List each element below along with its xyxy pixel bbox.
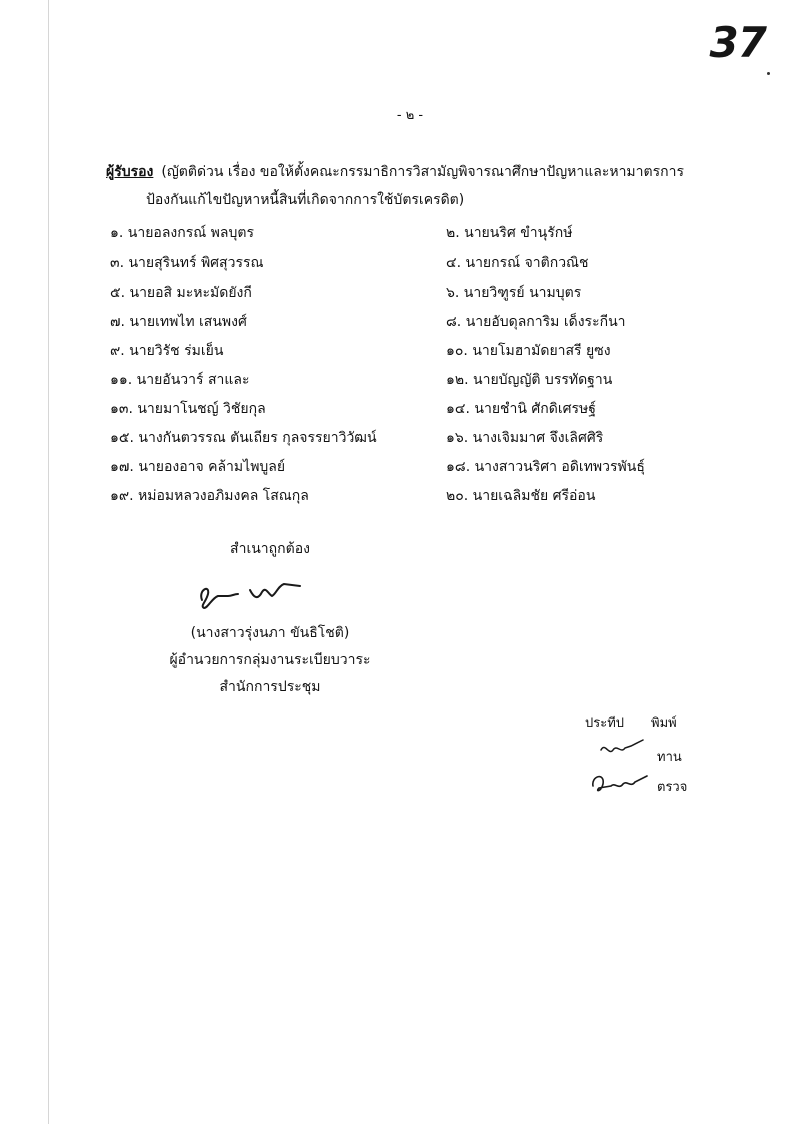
check-row	[585, 772, 715, 802]
certification-title: สำเนาถูกต้อง	[230, 541, 310, 557]
member-entry: ๒. นายนริศ ขำนุรักษ์	[446, 225, 573, 241]
check-signature	[587, 768, 657, 796]
member-entry: ๕. นายอสิ มะหะมัดยังกี	[110, 285, 252, 301]
member-entry: ๖. นายวิฑูรย์ นามบุตร	[446, 285, 582, 301]
print-check-block	[585, 712, 715, 802]
page-number: - ๒ -	[396, 108, 424, 123]
heading-block	[106, 158, 696, 214]
member-entry: ๑๑. นายอันวาร์ สาและ	[110, 372, 250, 388]
member-entry: ๓. นายสุรินทร์ พิศสุวรรณ	[110, 255, 264, 271]
member-entry: ๑๓. นายมาโนชญ์ วิชัยกุล	[110, 401, 266, 417]
proof-initials	[597, 736, 647, 760]
member-entry: ๑. นายอลงกรณ์ พลบุตร	[110, 225, 254, 241]
certifier-position: ผู้อำนวยการกลุ่มงานระเบียบวาระ	[169, 652, 371, 668]
proof-label: ทาน	[657, 750, 682, 765]
heading-line-1	[106, 158, 696, 186]
member-entry: ๔. นายกรณ์ จาติกวณิช	[446, 255, 589, 271]
marker-dot	[767, 72, 770, 75]
check-label: ตรวจ	[657, 780, 688, 795]
certification-block	[150, 538, 390, 701]
member-entry: ๒๐. นายเฉลิมชัย ศรีอ่อน	[446, 488, 596, 504]
member-entry: ๗. นายเทพไท เสนพงศ์	[110, 314, 247, 330]
member-entry: ๑๐. นายโมฮามัดยาสรี ยูซง	[446, 343, 611, 359]
member-entry: ๑๖. นางเจิมมาศ จึงเลิศศิริ	[446, 430, 604, 446]
member-entry: ๑๕. นางกันตวรรณ ตันเถียร กุลจรรยาวิวัฒน์	[110, 430, 377, 446]
certifier-office: สำนักการประชุม	[219, 679, 321, 695]
typist-name: ประทีป	[585, 716, 625, 731]
member-entry: ๑๒. นายบัญญัติ บรรทัดฐาน	[446, 372, 613, 388]
member-entry: ๑๗. นายองอาจ คล้ามไพบูลย์	[110, 459, 286, 475]
member-entry: ๑๙. หม่อมหลวงอภิมงคล โสณกุล	[110, 488, 309, 504]
member-entry: ๑๘. นางสาวนริศา อดิเทพวรพันธุ์	[446, 459, 645, 475]
certifier-signature	[150, 572, 390, 612]
typed-label: พิมพ์	[651, 716, 677, 731]
page-left-border	[48, 0, 49, 1124]
member-entry: ๑๔. นายชำนิ ศักดิเศรษฐ์	[446, 401, 597, 417]
certifier-name: (นางสาวรุ่งนภา ขันธิโชติ)	[190, 625, 350, 641]
handwritten-page-marker: 37	[709, 18, 766, 67]
heading-label: ผู้รับรอง	[106, 164, 154, 180]
heading-text-1: (ญัตติด่วน เรื่อง ขอให้ตั้งคณะกรรมาธิการวิสามัญพิจารณาศึกษาปัญหาและหามาตรการ	[161, 164, 684, 180]
heading-line-2: ป้องกันแก้ไขปัญหาหนี้สินที่เกิดจากการใช้บัตรเครดิต)	[146, 192, 465, 208]
member-entry: ๙. นายวิรัช ร่มเย็น	[110, 343, 224, 359]
member-entry: ๘. นายอับดุลการิม เด็งระกีนา	[446, 314, 626, 330]
